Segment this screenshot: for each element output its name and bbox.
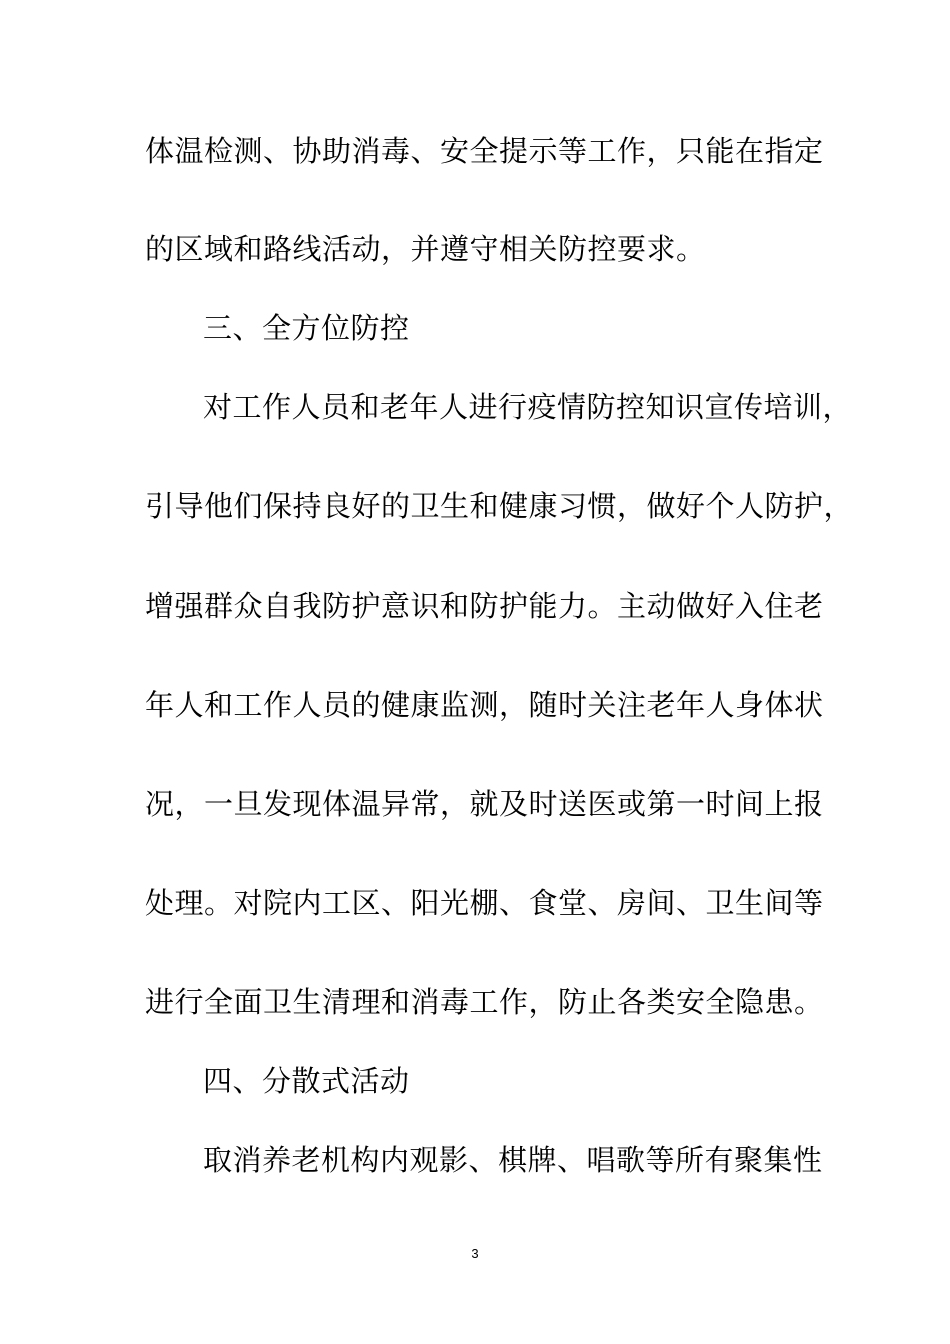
paragraph-line-5: 引导他们保持良好的卫生和健康习惯，做好个人防护， bbox=[145, 489, 854, 523]
paragraph-line-2: 的区域和路线活动，并遵守相关防控要求。 bbox=[145, 232, 706, 266]
section-heading-3: 三、全方位防控 bbox=[203, 311, 410, 345]
paragraph-line-8: 况，一旦发现体温异常，就及时送医或第一时间上报 bbox=[145, 787, 824, 821]
paragraph-line-10: 进行全面卫生清理和消毒工作，防止各类安全隐患。 bbox=[145, 985, 824, 1019]
section-heading-4: 四、分散式活动 bbox=[203, 1064, 410, 1098]
page-number: 3 bbox=[471, 1246, 479, 1261]
paragraph-line-12: 取消养老机构内观影、棋牌、唱歌等所有聚集性 bbox=[203, 1143, 823, 1177]
paragraph-line-7: 年人和工作人员的健康监测，随时关注老年人身体状 bbox=[145, 688, 824, 722]
paragraph-line-4: 对工作人员和老年人进行疫情防控知识宣传培训， bbox=[203, 390, 853, 424]
paragraph-line-1: 体温检测、协助消毒、安全提示等工作，只能在指定 bbox=[145, 134, 824, 168]
paragraph-line-9: 处理。对院内工区、阳光棚、食堂、房间、卫生间等 bbox=[145, 886, 824, 920]
paragraph-line-6: 增强群众自我防护意识和防护能力。主动做好入住老 bbox=[145, 589, 824, 623]
